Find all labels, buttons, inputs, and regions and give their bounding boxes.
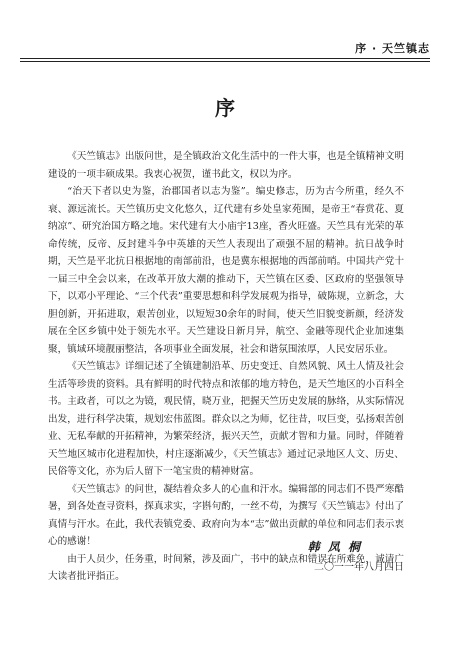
paragraph-5: 由于人员少，任务重，时间紧，涉及面广，书中的缺点和错误在所难免，诚请广大读者批评指正。	[48, 553, 404, 582]
date-line: 二〇一一年八月四日	[314, 562, 404, 573]
paragraph-3: 《天竺镇志》详细记述了全镇建制沿革、历史变迁、自然风貌、风土人情及社会生活等珍贵的资料。具有鲜明的时代特点和浓郁的地方特色，是天竺地区的小百科全书。主政者，可以之为镜，观民情，晓万业，把握天竺历史发展的脉络，从实际情况出发，进行科学决策，规划宏伟蓝图。群众以之为师，忆往昔，叹巨变，弘扬艰苦创业、无私奉献的开拓精神，为繁荣经济，振兴天竺，贡献才智和力量。同时，伴随着天竺地区城市化进程加快，村庄逐渐减少，《天竺镇志》通过记录地区人文、历史、民俗等文化，亦为后人留下一笔宝贵的精神财富。	[48, 361, 404, 477]
paragraph-4: 《天竺镇志》的问世，凝结着众多人的心血和汗水。编辑部的同志们不畏严寒酷暑，到各处查寻资料，探真求实，字斟句酌，一丝不苟，为撰写《天竺镇志》付出了真情与汗水。在此，我代表镇党委、政府向为本“志”做出贡献的单位和同志们表示衷心的感谢！	[48, 483, 404, 547]
author-signature: 韩 凤 桐	[307, 540, 362, 554]
header-rule	[20, 58, 430, 59]
paragraph-1: 《天竺镇志》出版问世，是全镇政治文化生活中的一件大事，也是全镇精神文明建设的一项丰硕成果。我衷心祝贺，谨书此文，权以为序。	[48, 151, 404, 180]
page-title: 序	[215, 96, 235, 120]
preface-body	[48, 148, 404, 586]
paragraph-2: “治天下者以史为鉴，治郡国者以志为鉴”。编史修志，历为古今所重，经久不衰、源远流长。天竺镇历史文化悠久，辽代建有乡处皇家苑囿，是帝王“春赏花、夏纳凉”、研究治国方略之地。宋代建有大小庙宇13座，香火旺盛。天竺具有光荣的革命传统，反帝、反封建斗争中英雄的天竺人表现出了顽强不屈的精神。抗日战争时期，天竺是平北抗日根据地的南部前沿，也是冀东根据地的西部前哨。中国共产党十一届三中全会以来，在改革开放大潮的推动下，天竺镇在区委、区政府的坚强领导下，以邓小平理论、“三个代表”重要思想和科学发展观为指导，破陈规，立新念，大胆创新，开拓进取，艰苦创业，以短短30余年的时间，使天竺旧貌变新颜，经济发展在全区乡镇中处于领先水平。天竺建设日新月异，航空、金融等现代企业加速集聚，镇域环境靓丽整洁，各项事业全面发展，社会和谐氛围浓厚，人民安居乐业。	[48, 186, 404, 355]
running-head: 序 · 天竺镇志	[355, 42, 430, 55]
